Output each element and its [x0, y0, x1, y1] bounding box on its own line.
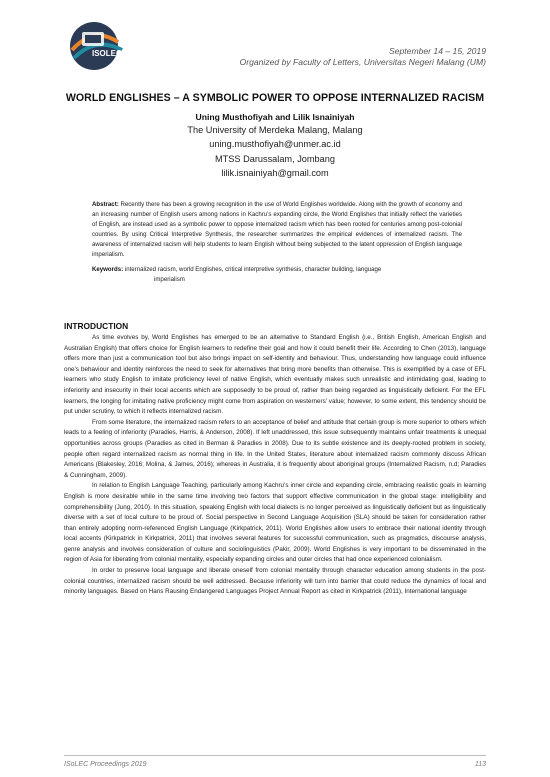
- keywords-line-2: imperialism: [154, 276, 185, 283]
- conference-date: September 14 – 15, 2019: [389, 46, 486, 56]
- footer-divider: [64, 755, 486, 756]
- conference-organizer: Organized by Faculty of Letters, Universitas Negeri Malang (UM): [239, 57, 486, 67]
- page-number: 113: [474, 761, 486, 768]
- section-heading-introduction: INTRODUCTION: [64, 321, 129, 331]
- introduction-body: [64, 333, 486, 598]
- keywords-label: Keywords:: [92, 266, 124, 273]
- abstract-label: Abstract:: [92, 201, 119, 208]
- keywords: [92, 265, 462, 285]
- paragraph: From some literature, the internalized racism refers to an acceptance of belief and attitude that certain group is more superior to others which leads to a feeling of inferiority (Paradies, Harris, & Anderson, 2008). If left unaddressed, this issue subsequently maintains unfair treatments & unequal opportunities across groups (Paradies as cited in Berman & Paradies in 2008). Due to its subtle existence and its deeply-rooted problem in society, people often regard internalized racism as normal thing in life. In the United States, literature about internalized racism commonly discuss African Americans (Blakesley, 2016; Molina, & James, 2016); whereas in Australia, it is frequently about aboriginal groups (Internalized Racism, n.d; Paradies & Cunningham, 2009).: [64, 418, 486, 479]
- isolec-logo-icon: [68, 20, 140, 72]
- paragraph: In order to preserve local language and liberate oneself from colonial mentality through character education among students in the post-colonial countries, internalized racism should be well addressed. Because inferiority will turn into barrier that could reduce the dynamics of local and minority languages. Based on Hans Rausing Endangered Languages Project Annual Report as cited in Kirkpatrick (2011), International language: [64, 567, 486, 596]
- affiliation-email-1: uning.musthofiyah@unmer.ac.id: [209, 139, 341, 149]
- logo-text: ISOLEC: [92, 49, 122, 58]
- affiliation-email-2: lilik.isnainiyah@gmail.com: [221, 168, 329, 178]
- paragraph: As time evolves by, World Englishes has emerged to be an alternative to Standard English (i.e., British English, American English and Australian English) that offers choice for English learners to redefine their goal and how it could benefit their life. According to Chen (2013), language offers more than just a communication tool but also brings impact on self-identity and behaviour. Thus, understanding how language could influence one’s behaviour and identity reinforces the need to seek for alternatives that bring more benefits than otherwise. This is exemplified by a case of EFL learners who study English to imitate proficiency level of native English, which eventually makes such unrealistic and intimidating goal, leading to inferiority and insecurity in their local accents which are supposedly to be proud of, rather than being regarded as linguistically deficient. For the EFL learners, the longing for imitating native proficiency might come from aspiration on westerners’ value; however, to some extent, this tendency should be put under scrutiny, to which it reflects internalized racism.: [64, 334, 486, 416]
- conference-logo: [68, 20, 140, 72]
- paper-authors: Uning Musthofiyah and Lilik Isnainiyah: [195, 112, 355, 122]
- affiliation-1: The University of Merdeka Malang, Malang: [187, 125, 363, 135]
- footer-proceedings: ISoLEC Proceedings 2019: [64, 761, 147, 768]
- affiliation-2: MTSS Darussalam, Jombang: [215, 154, 335, 164]
- abstract: [92, 200, 462, 259]
- keywords-line-1: internalized racism, world Englishes, critical interpretive synthesis, character building, language: [124, 266, 382, 273]
- paper-title: WORLD ENGLISHES – A SYMBOLIC POWER TO OPPOSE INTERNALIZED RACISM: [65, 92, 485, 104]
- paragraph: In relation to English Language Teaching, particularly among Kachru’s inner circle and expanding circle, embracing realistic goals in learning English is more desirable while in the same time involving two factors that support effective communication in the global stage: intelligibility and comprehensibility (Jung, 2010). In this situation, speaking English with local dialects is no longer perceived as linguistically deficient but as linguistically diverse with a set of local culture to be proud of. Social perspective in Second Language Acquisition (SLA) should be taken for consideration rather than entirely adopting norm-referenced English Language (Kirkpatrick, 2011). World Englishes allow users to embrace their national identity through local accents (Kirkpatrick in Kirkpatrick, 2011) that involves several features for successful communication, such as pragmatics, discourse analysis, genre analysis and involves consideration of culture and sociolinguistics (Pakir, 2009). World Englishes is very important to be disseminated in the region of Asia for liberating from colonial mentality, especially expanding circles and outer circles that had once experienced colonialism.: [64, 482, 486, 564]
- abstract-text: Recently there has been a growing recognition in the use of World Englishes worldwide. Along with the growth of economy and an increasing number of English users among nations in Kachru’s expanding circle, the World Englishes that initially reflect the varieties of English, are instead used as a symbolic power to oppose internalized racism which has been rooted for centuries among post-colonial countries. By using Critical Interpretive Synthesis, the researcher summarizes the empirical evidences of internalized racism. The awareness of internalized racism will help students to learn English without being subjected to the latent oppression of English language imperialism.: [92, 201, 462, 258]
